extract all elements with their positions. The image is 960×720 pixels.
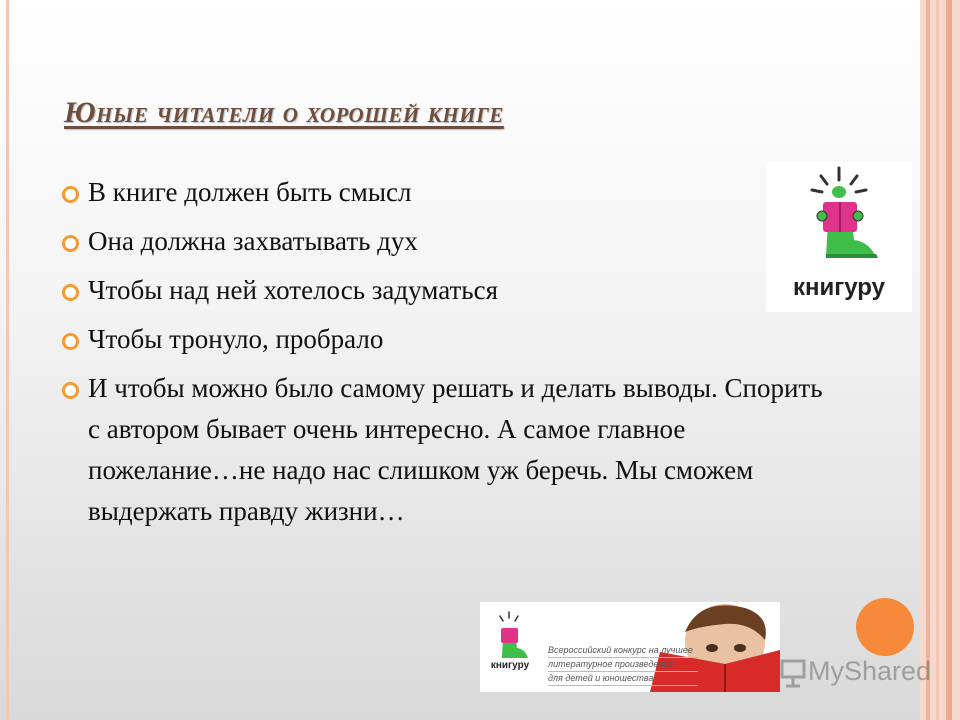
bullet-text: Она должна захватывать дух <box>88 226 418 256</box>
kniguru-mascot-icon <box>766 162 912 274</box>
bullet-item <box>60 221 830 262</box>
bullet-text: И чтобы можно было самому решать и делать выводы. Спорить с автором бывает очень интересно. А самое главное пожелание…не надо нас слишком уж беречь. Мы сможем выдержать правду жизни… <box>88 373 823 526</box>
kniguru-logo <box>766 162 912 312</box>
kniguru-logo-text: книгуру <box>793 274 885 301</box>
decorative-orange-circle <box>856 598 914 656</box>
bullet-icon <box>62 382 79 399</box>
bullet-icon <box>62 333 79 350</box>
left-frame-stripe <box>6 0 9 720</box>
bullet-icon <box>62 284 79 301</box>
bullet-list <box>60 172 830 540</box>
banner-logo-text: книгуру <box>490 660 530 671</box>
banner-caption-line: для детей и юношества <box>548 672 698 686</box>
bullet-item <box>60 172 830 213</box>
frame-stripe <box>936 0 939 720</box>
bullet-item <box>60 319 830 360</box>
bullet-item <box>60 270 830 311</box>
bullet-item <box>60 368 830 532</box>
watermark-text: MyShared <box>808 656 932 686</box>
myshared-watermark <box>780 652 930 692</box>
bullet-text: Чтобы тронуло, пробрало <box>88 324 384 354</box>
banner-caption <box>548 644 698 686</box>
contest-banner[interactable] <box>480 602 780 692</box>
kniguru-small-icon <box>486 608 532 686</box>
banner-caption-line: Всероссийский конкурс на лучшее <box>548 644 698 658</box>
frame-stripe <box>926 0 930 720</box>
bullet-text: Чтобы над ней хотелось задуматься <box>88 275 498 305</box>
slide-title: Юные читатели о хорошей книге <box>64 96 504 129</box>
frame-stripe <box>946 0 952 720</box>
bullet-text: В книге должен быть смысл <box>88 177 412 207</box>
bullet-icon <box>62 235 79 252</box>
banner-caption-line: литературное произведение <box>548 658 698 672</box>
presentation-icon <box>780 658 806 688</box>
bullet-icon <box>62 186 79 203</box>
right-frame-stripes <box>920 0 960 720</box>
